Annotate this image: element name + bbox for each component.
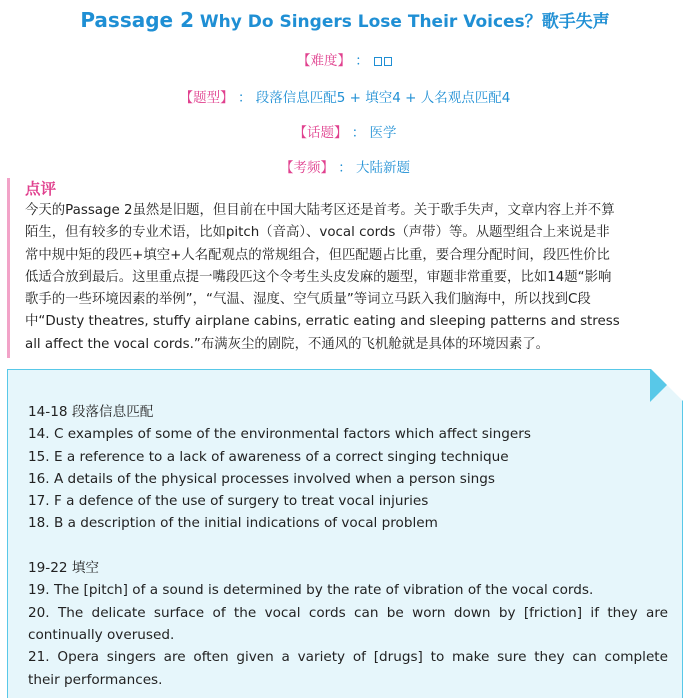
frequency-value: 大陆新题 xyxy=(356,160,411,176)
question-item: 17. F a defence of the use of surgery to treat vocal injuries xyxy=(28,493,429,510)
question-item: 19. The [pitch] of a sound is determined by the rate of vibration of the vocal cords. xyxy=(28,582,594,599)
meta-question-type: 【题型】 ： 段落信息匹配5 + 填空4 + 人名观点匹配4 xyxy=(179,90,511,106)
topic-value: 医学 xyxy=(369,125,397,141)
passage-title-english: Why Do Singers Lose Their Voices？ xyxy=(199,12,542,32)
review-line: 常中规中矩的段匹+填空+人名配观点的常规组合，但匹配题占比重，要合理分配时间，段匹性价比 xyxy=(25,247,610,263)
questions-box xyxy=(7,369,683,698)
review-line: 中“Dusty theatres, stuffy airplane cabins, erratic eating and sleeping patterns and stress xyxy=(25,314,620,330)
question-item: 21. Opera singers are often given a variety of [drugs] to make sure they can complete xyxy=(28,649,668,666)
passage-number: Passage 2 xyxy=(80,8,194,32)
section-heading-fill-in: 19-22 填空 xyxy=(28,560,100,577)
review-line: 歌手的一些环境因素的举例”，“气温、湿度、空气质量”等词立马跃入我们脑海中，所以找到C段 xyxy=(25,292,591,308)
question-item: 14. C examples of some of the environmental factors which affect singers xyxy=(28,426,531,443)
page-title xyxy=(0,7,690,32)
section-heading-matching: 14-18 段落信息匹配 xyxy=(28,404,154,420)
review-line: 今天的Passage 2虽然是旧题，但目前在中国大陆考区还是首考。关于歌手失声，文章内容上并不算 xyxy=(25,203,615,218)
difficulty-stars xyxy=(373,53,393,69)
question-item: 18. B a description of the initial indications of vocal problem xyxy=(28,515,438,532)
question-item: 15. E a reference to a lack of awareness of a correct singing technique xyxy=(28,448,509,465)
passage-title-chinese: 歌手失声 xyxy=(541,12,610,32)
review-section xyxy=(7,178,683,358)
question-item-continued: their performances. xyxy=(28,671,163,688)
question-item: 16. A details of the physical processes involved when a person sings xyxy=(28,470,495,487)
difficulty-label: 【难度】 xyxy=(296,53,351,69)
meta-difficulty: 【难度】 ： xyxy=(0,49,690,69)
review-line: 陌生，但有较多的专业术语，比如pitch（音高）、vocal cords（声带）等。从题型组合上来说是非 xyxy=(25,225,610,241)
frequency-label: 【考频】 xyxy=(279,160,334,176)
review-heading: 点评 xyxy=(25,180,57,198)
folded-corner-cut xyxy=(650,368,684,402)
meta-topic: 【话题】 ： 医学 xyxy=(293,125,397,141)
difficulty-star-icon xyxy=(374,57,382,66)
review-line: all affect the vocal cords.”布满灰尘的剧院，不通风的飞机舱就是具体的环境因素了。 xyxy=(25,336,549,352)
question-item: 20. The delicate surface of the vocal cords can be worn down by [friction] if they are xyxy=(28,604,668,621)
questions-content xyxy=(28,401,668,691)
topic-label: 【话题】 xyxy=(293,125,348,141)
difficulty-star-icon xyxy=(384,57,392,66)
spacer xyxy=(28,535,668,557)
review-line: 低适合放到最后。这里重点提一嘴段匹这个令考生头皮发麻的题型，审题非常重要，比如14题“影响 xyxy=(25,269,612,285)
review-body xyxy=(25,200,683,356)
question-type-value: 段落信息匹配5 + 填空4 + 人名观点匹配4 xyxy=(255,90,511,106)
meta-frequency: 【考频】 ： 大陆新题 xyxy=(279,160,411,176)
question-item-continued: continually overused. xyxy=(28,626,175,643)
question-type-label: 【题型】 xyxy=(179,90,234,106)
